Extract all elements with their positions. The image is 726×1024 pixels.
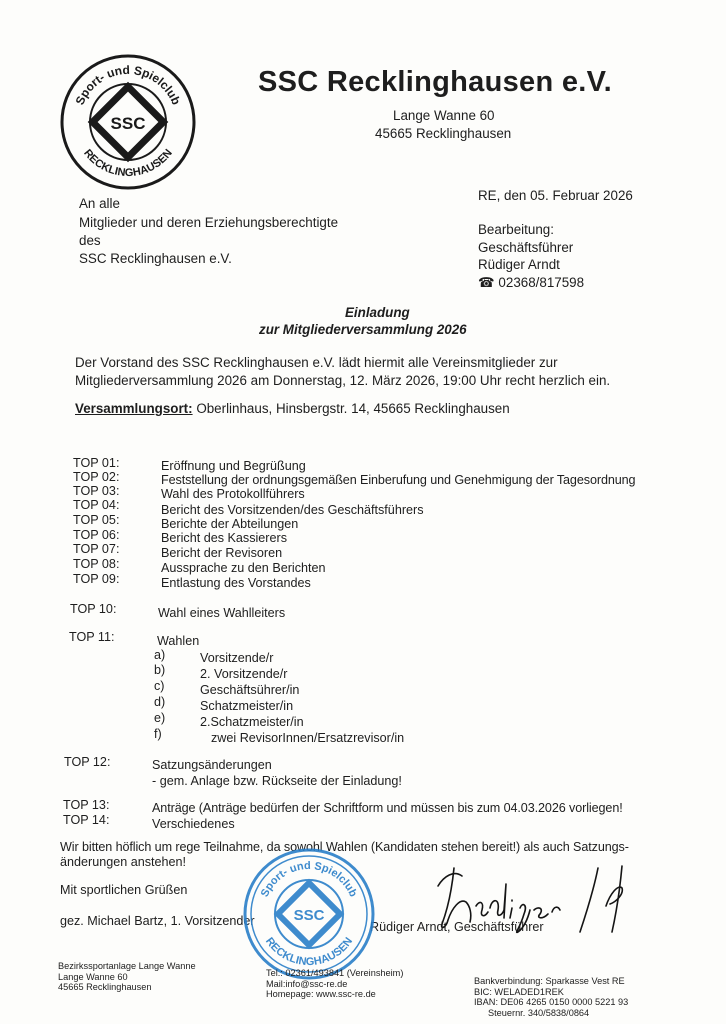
club-street: Lange Wanne 60: [393, 108, 495, 123]
footer-contact: [266, 968, 403, 1000]
footer-line: Steuernr. 340/5838/0864: [488, 1007, 590, 1018]
agenda-text: Bericht der Revisoren: [161, 546, 283, 560]
processing-label: Bearbeitung:: [478, 222, 554, 237]
agenda-number: TOP 10:: [70, 602, 117, 616]
closing-request: Wir bitten höflich um rege Teilnahme, da sowohl Wahlen (Kandidaten stehen bereit!) als auch Satzungs-: [60, 840, 629, 854]
footer-email: Mail:info@ssc-re.de: [266, 978, 348, 989]
agenda-text: Anträge (Anträge bedürfen der Schriftform und müssen bis zum 04.03.2026 vorliegen!: [152, 801, 623, 815]
phone-icon: ☎: [478, 275, 495, 290]
club-stamp: [240, 845, 378, 983]
intro-line: Mitgliederversammlung 2026 am Donnerstag, 12. März 2026, 19:00 Uhr recht herzlich ein.: [75, 373, 611, 388]
agenda-number: TOP 11:: [69, 630, 115, 644]
stamp-top-text: Sport- und Spielclub: [258, 859, 360, 899]
election-text: zwei RevisorInnen/Ersatzrevisor/in: [211, 731, 405, 745]
phone-number: 02368/817598: [498, 275, 585, 290]
agenda-number: TOP 06:: [73, 528, 120, 542]
election-letter: c): [154, 679, 165, 693]
subject-title: Einladung: [345, 305, 410, 320]
logo-top-text: Sport- und Spielclub: [72, 62, 184, 107]
footer-line: Bezirkssportanlage Lange Wanne: [58, 961, 196, 971]
agenda-text: Eröffnung und Begrüßung: [161, 459, 306, 473]
footer-line: 45665 Recklinghausen: [58, 982, 152, 993]
agenda-text: Feststellung der ordnungsgemäßen Einberufung und Genehmigung der Tagesordnung: [161, 473, 636, 487]
election-text: Geschäftsührer/in: [200, 683, 300, 697]
footer-line: IBAN: DE06 4265 0150 0000 5221 93: [474, 997, 629, 1008]
footer-phone: Tel.: 02361/493841 (Vereinsheim): [266, 968, 404, 978]
club-name: SSC Recklinghausen e.V.: [258, 66, 612, 98]
agenda-text: Bericht des Vorsitzenden/des Geschäftsführers: [161, 503, 424, 517]
letter-date: RE, den 05. Februar 2026: [478, 188, 633, 203]
agenda-text: Wahl des Protokollführers: [161, 487, 305, 501]
venue-value: Oberlinhaus, Hinsbergstr. 14, 45665 Recklinghausen: [196, 401, 510, 416]
closing-request: änderungen anstehen!: [60, 855, 187, 869]
stamp-bottom-text: RECKLINGHAUSEN: [262, 935, 356, 969]
election-letter: e): [154, 711, 166, 725]
stamp-center-text: SSC: [293, 907, 325, 924]
agenda-number: TOP 03:: [73, 484, 120, 498]
venue-line: [75, 401, 510, 416]
phone-line: [478, 275, 584, 291]
footer-line: Lange Wanne 60: [58, 971, 128, 982]
agenda-number: TOP 05:: [73, 513, 120, 527]
recipient-line: des: [79, 233, 101, 248]
footer-line: BIC: WELADED1REK: [474, 986, 564, 997]
election-text: Vorsitzende/r: [200, 651, 274, 665]
footer-bank: [474, 976, 628, 1018]
agenda-number: TOP 09:: [73, 572, 120, 586]
handwritten-signature: [430, 858, 650, 940]
footer-homepage: Homepage: www.ssc-re.de: [266, 989, 376, 1000]
election-text: 2. Vorsitzende/r: [200, 667, 288, 681]
footer-line: Bankverbindung: Sparkasse Vest RE: [474, 976, 625, 986]
election-letter: b): [154, 663, 166, 677]
processing-role: Geschäftsführer: [478, 240, 574, 255]
election-text: Schatzmeister/in: [200, 699, 294, 713]
election-text: 2.Schatzmeister/in: [200, 715, 304, 729]
agenda-number: TOP 01:: [73, 456, 120, 470]
club-city: 45665 Recklinghausen: [375, 126, 512, 141]
agenda-number: TOP 04:: [73, 498, 120, 512]
agenda-text: Berichte der Abteilungen: [161, 517, 299, 531]
agenda-text: Entlastung des Vorstandes: [161, 576, 311, 590]
venue-label: Versammlungsort:: [75, 401, 193, 416]
agenda-text: Verschiedenes: [152, 817, 235, 831]
agenda-text: Aussprache zu den Berichten: [161, 561, 326, 575]
agenda-number: TOP 14:: [63, 813, 110, 827]
agenda-number: TOP 02:: [73, 470, 120, 484]
election-letter: a): [154, 648, 166, 662]
closing-greeting: Mit sportlichen Grüßen: [60, 883, 188, 897]
election-letter: d): [154, 695, 166, 709]
agenda-number: TOP 07:: [73, 542, 120, 556]
agenda-text: Satzungsänderungen: [152, 758, 272, 772]
signer-chairman: gez. Michael Bartz, 1. Vorsitzender: [60, 914, 255, 928]
recipient-line: Mitglieder und deren Erziehungsberechtigte: [79, 215, 339, 230]
agenda-number: TOP 13:: [63, 798, 110, 812]
logo-bottom-text: RECKLINGHAUSEN: [81, 147, 175, 180]
agenda-number: TOP 12:: [64, 755, 111, 769]
logo-center-text: SSC: [110, 114, 146, 133]
agenda-number: TOP 08:: [73, 557, 120, 571]
subject-subtitle: zur Mitgliederversammlung 2026: [259, 322, 467, 337]
signer-manager: Rüdiger Arndt, Geschäftsführer: [370, 920, 544, 934]
processing-name: Rüdiger Arndt: [478, 257, 560, 272]
footer-address: [58, 961, 196, 993]
recipient-line: An alle: [79, 196, 120, 211]
agenda-text: Bericht des Kassierers: [161, 531, 287, 545]
club-logo: [58, 52, 198, 192]
intro-line: Der Vorstand des SSC Recklinghausen e.V. lädt hiermit alle Vereinsmitglieder zur: [75, 355, 558, 370]
agenda-text: Wahl eines Wahlleiters: [158, 606, 286, 620]
recipient-line: SSC Recklinghausen e.V.: [79, 251, 232, 266]
election-letter: f): [154, 727, 162, 741]
agenda-text: Wahlen: [157, 634, 200, 648]
statute-note: - gem. Anlage bzw. Rückseite der Einladung!: [152, 774, 402, 788]
